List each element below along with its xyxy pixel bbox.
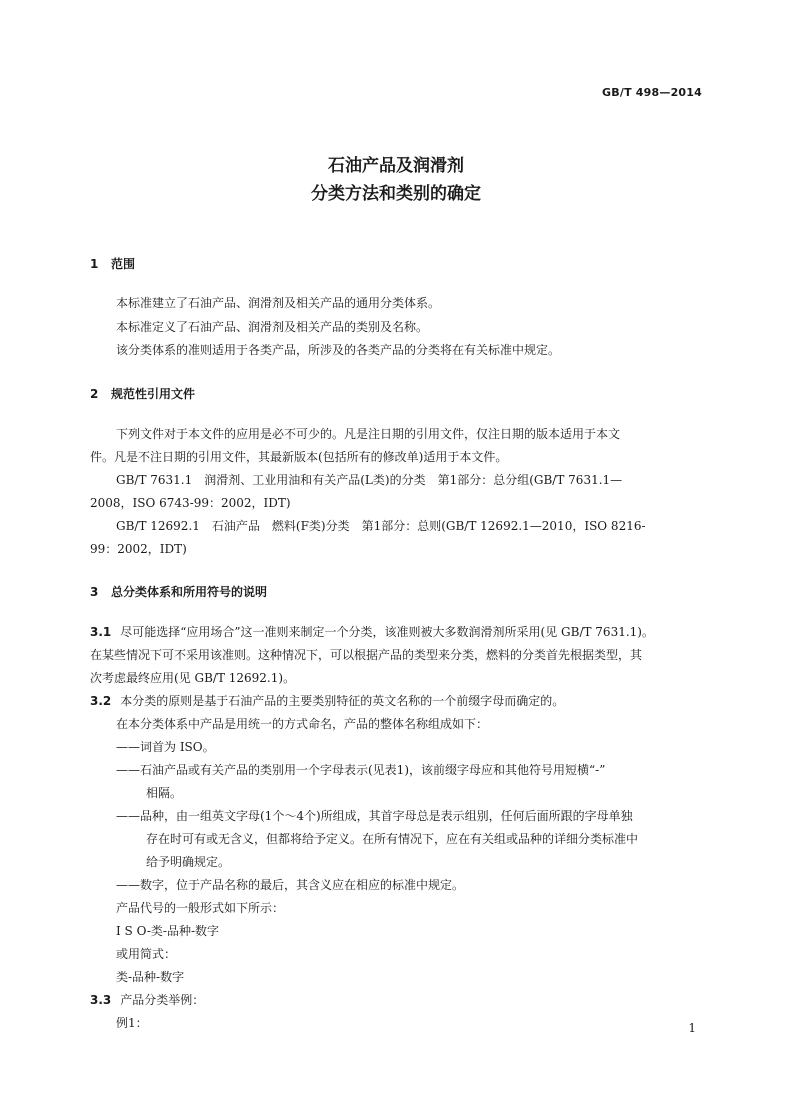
section-2-line: 件。凡是不注日期的引用文件，其最新版本(包括所有的修改单)适用于本文件。	[90, 450, 508, 464]
section-1-heading	[90, 255, 135, 272]
list-item-class-letter: ——石油产品或有关产品的类别用一个字母表示(见表1)，该前缀字母应和其他符号用短横“-”	[116, 763, 606, 777]
reference-gbt-12692-1-cont: 99：2002，IDT)	[90, 542, 187, 556]
list-item-class-letter-cont: 相隔。	[146, 786, 183, 800]
section-3-heading	[90, 583, 267, 600]
section-3-number: 3	[90, 585, 99, 599]
clause-3-1-text: 尽可能选择“应用场合”这一准则来制定一个分类，该准则被大多数润滑剂所采用(见 GB/T 7631.1)。	[120, 625, 654, 639]
section-1-line: 本标准定义了石油产品、润滑剂及相关产品的类别及名称。	[116, 320, 429, 334]
page-number: 1	[688, 1021, 696, 1035]
clause-3-2-line	[90, 693, 564, 709]
clause-3-2-line: 或用简式：	[116, 947, 177, 961]
clause-3-3-text: 产品分类举例：	[120, 993, 205, 1007]
document-title-line-1: 石油产品及润滑剂	[328, 156, 464, 176]
section-1-title: 范围	[111, 257, 136, 271]
list-item-number: ——数字，位于产品名称的最后，其含义应在相应的标准中规定。	[116, 878, 465, 892]
product-code-short-format: 类-品种-数字	[116, 970, 185, 984]
list-item-iso-prefix: ——词首为 ISO。	[116, 740, 215, 754]
clause-3-2-line: 在本分类体系中产品是用统一的方式命名，产品的整体名称组成如下：	[116, 717, 489, 731]
clause-3-1-number: 3.1	[90, 625, 112, 639]
list-item-variety-cont: 给予明确规定。	[146, 855, 231, 869]
reference-gbt-7631-1-cont: 2008，ISO 6743-99：2002，IDT)	[90, 496, 291, 510]
list-item-variety-cont: 存在时可有或无含义，但都将给予定义。在所有情况下，应在有关组或品种的详细分类标准中	[146, 832, 639, 846]
section-2-line: 下列文件对于本文件的应用是必不可少的。凡是注日期的引用文件，仅注日期的版本适用于本文	[116, 427, 621, 441]
clause-3-1-line: 在某些情况下可不采用该准则。这种情况下，可以根据产品的类型来分类，燃料的分类首先根据类型，其	[90, 648, 643, 662]
section-3-title: 总分类体系和所用符号的说明	[111, 585, 268, 599]
standard-code: GB/T 498—2014	[602, 86, 702, 99]
document-title-line-2: 分类方法和类别的确定	[311, 184, 481, 204]
reference-gbt-12692-1: GB/T 12692.1 石油产品 燃料(F类)分类 第1部分：总则(GB/T 12692.1—2010，ISO 8216-	[116, 519, 646, 533]
reference-gbt-7631-1: GB/T 7631.1 润滑剂、工业用油和有关产品(L类)的分类 第1部分：总分组(GB/T 7631.1—	[116, 473, 623, 487]
clause-3-2-number: 3.2	[90, 694, 112, 708]
clause-3-3-line	[90, 992, 204, 1008]
clause-3-3-number: 3.3	[90, 993, 112, 1007]
list-item-variety: ——品种，由一组英文字母(1个～4个)所组成，其首字母总是表示组别，任何后面所跟的字母单独	[116, 809, 633, 823]
section-2-number: 2	[90, 387, 99, 401]
section-1-line: 该分类体系的准则适用于各类产品，所涉及的各类产品的分类将在有关标准中规定。	[116, 343, 561, 357]
clause-3-2-line: 产品代号的一般形式如下所示：	[116, 901, 285, 915]
clause-3-1-line	[90, 624, 654, 640]
example-1-label: 例1：	[116, 1016, 148, 1030]
section-2-heading	[90, 385, 195, 402]
clause-3-1-line: 次考虑最终应用(见 GB/T 12692.1)。	[90, 671, 296, 685]
section-1-number: 1	[90, 257, 99, 271]
product-code-format: I S O-类-品种-数字	[116, 924, 220, 938]
section-1-line: 本标准建立了石油产品、润滑剂及相关产品的通用分类体系。	[116, 296, 441, 310]
clause-3-2-text: 本分类的原则是基于石油产品的主要类别特征的英文名称的一个前缀字母而确定的。	[120, 694, 565, 708]
section-2-title: 规范性引用文件	[111, 387, 196, 401]
